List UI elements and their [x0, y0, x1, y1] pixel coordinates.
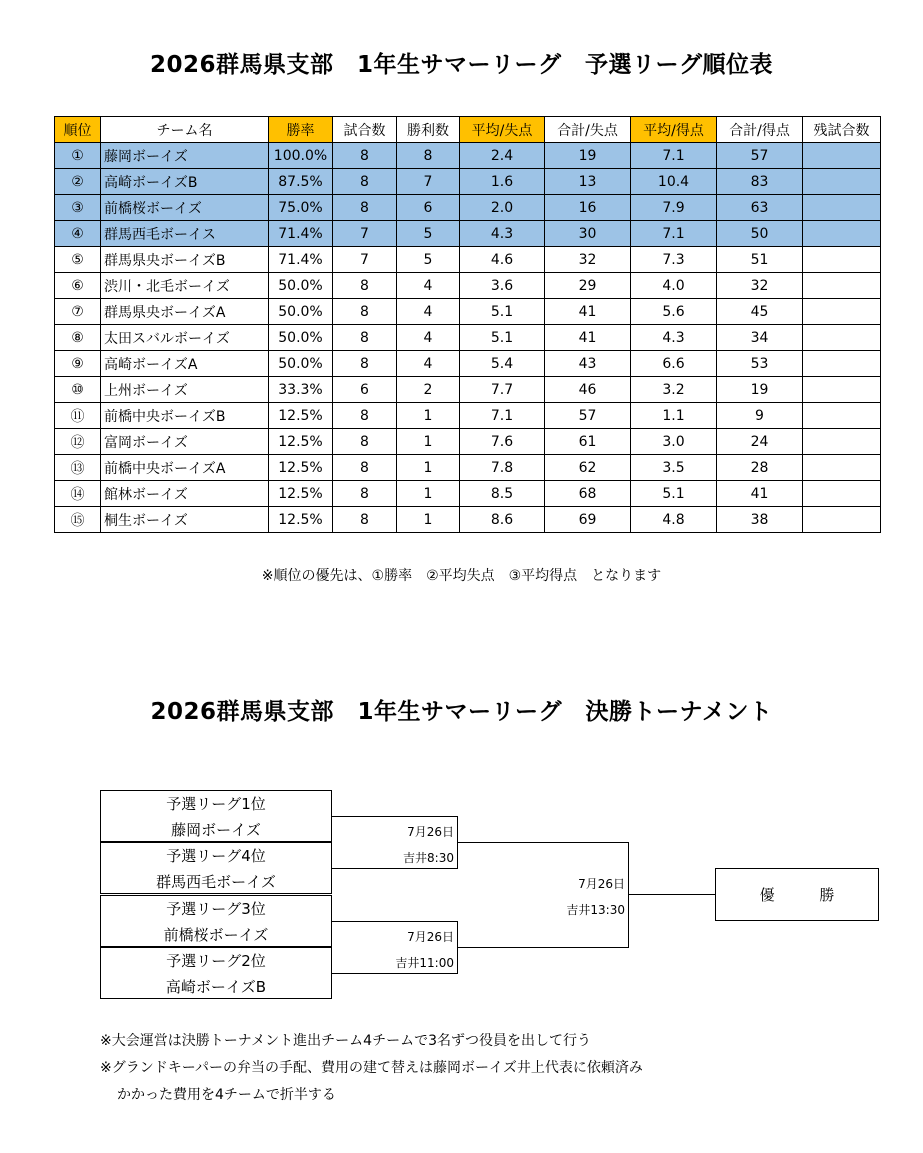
- rate-cell: 50.0%: [269, 351, 333, 377]
- games-cell: 8: [333, 455, 397, 481]
- total-scored-cell: 50: [717, 221, 803, 247]
- bracket-line: [628, 842, 629, 948]
- games-cell: 7: [333, 247, 397, 273]
- games-cell: 8: [333, 195, 397, 221]
- total-scored-cell: 53: [717, 351, 803, 377]
- rate-cell: 87.5%: [269, 169, 333, 195]
- rank-cell: ⑪: [55, 403, 101, 429]
- wins-cell: 1: [397, 481, 460, 507]
- rank-cell: ③: [55, 195, 101, 221]
- total-scored-cell: 45: [717, 299, 803, 325]
- bracket-slot-2: [100, 842, 332, 894]
- header-total-lost: 合計/失点: [545, 117, 631, 143]
- games-cell: 8: [333, 299, 397, 325]
- total-lost-cell: 30: [545, 221, 631, 247]
- final-time: 吉井13:30: [566, 903, 625, 917]
- team-cell: 群馬県央ボーイズA: [101, 299, 269, 325]
- league-title: 2026群馬県支部 1年生サマーリーグ 予選リーグ順位表: [149, 52, 774, 78]
- wins-cell: 1: [397, 403, 460, 429]
- avg-scored-cell: 1.1: [631, 403, 717, 429]
- rank-cell: ⑭: [55, 481, 101, 507]
- total-lost-cell: 32: [545, 247, 631, 273]
- rate-cell: 12.5%: [269, 507, 333, 533]
- avg-scored-cell: 7.1: [631, 221, 717, 247]
- total-scored-cell: 63: [717, 195, 803, 221]
- semifinal-2-date: 7月26日: [407, 930, 454, 944]
- total-scored-cell: 32: [717, 273, 803, 299]
- avg-lost-cell: 2.4: [460, 143, 545, 169]
- rank-cell: ⑩: [55, 377, 101, 403]
- note-line: ※グランドキーパーの弁当の手配、費用の建て替えは藤岡ボーイズ井上代表に依頼済み: [100, 1060, 643, 1076]
- team-cell: 前橋中央ボーイズA: [101, 455, 269, 481]
- team-cell: 館林ボーイズ: [101, 481, 269, 507]
- team-cell: 高崎ボーイズB: [101, 169, 269, 195]
- avg-lost-cell: 8.5: [460, 481, 545, 507]
- avg-lost-cell: 3.6: [460, 273, 545, 299]
- total-scored-cell: 24: [717, 429, 803, 455]
- rate-cell: 12.5%: [269, 455, 333, 481]
- games-cell: 8: [333, 481, 397, 507]
- avg-lost-cell: 5.4: [460, 351, 545, 377]
- games-cell: 8: [333, 273, 397, 299]
- total-lost-cell: 57: [545, 403, 631, 429]
- wins-cell: 7: [397, 169, 460, 195]
- total-lost-cell: 19: [545, 143, 631, 169]
- rank-cell: ⑨: [55, 351, 101, 377]
- rate-cell: 50.0%: [269, 325, 333, 351]
- rank-cell: ⑫: [55, 429, 101, 455]
- note-line: ※大会運営は決勝トーナメント進出チーム4チームで3名ずつ役員を出して行う: [100, 1033, 591, 1049]
- wins-cell: 1: [397, 507, 460, 533]
- note-line: かかった費用を4チームで折半する: [117, 1087, 336, 1103]
- header-avg-lost: 平均/失点: [460, 117, 545, 143]
- rate-cell: 50.0%: [269, 273, 333, 299]
- avg-scored-cell: 6.6: [631, 351, 717, 377]
- rate-cell: 71.4%: [269, 221, 333, 247]
- wins-cell: 4: [397, 273, 460, 299]
- team-cell: 高崎ボーイズA: [101, 351, 269, 377]
- header-avg-scored: 平均/得点: [631, 117, 717, 143]
- avg-lost-cell: 1.6: [460, 169, 545, 195]
- total-lost-cell: 46: [545, 377, 631, 403]
- team-cell: 上州ボーイズ: [101, 377, 269, 403]
- rank-cell: ⑧: [55, 325, 101, 351]
- avg-lost-cell: 7.7: [460, 377, 545, 403]
- slot-team: 藤岡ボーイズ: [171, 821, 261, 839]
- avg-lost-cell: 7.6: [460, 429, 545, 455]
- games-cell: 8: [333, 403, 397, 429]
- bracket-line: [457, 947, 629, 948]
- avg-lost-cell: 7.8: [460, 455, 545, 481]
- bracket-line: [332, 816, 458, 817]
- slot-team: 高崎ボーイズB: [165, 978, 267, 996]
- games-cell: 8: [333, 351, 397, 377]
- bracket-slot-4: [100, 947, 332, 999]
- bracket-slot-1: [100, 790, 332, 842]
- rank-cell: ⑦: [55, 299, 101, 325]
- games-cell: 8: [333, 325, 397, 351]
- rank-cell: ⑬: [55, 455, 101, 481]
- avg-scored-cell: 5.1: [631, 481, 717, 507]
- total-lost-cell: 29: [545, 273, 631, 299]
- bracket-line: [332, 868, 458, 869]
- total-lost-cell: 43: [545, 351, 631, 377]
- avg-scored-cell: 7.1: [631, 143, 717, 169]
- team-cell: 前橋桜ボーイズ: [101, 195, 269, 221]
- final-date: 7月26日: [578, 877, 625, 891]
- rank-cell: ⑤: [55, 247, 101, 273]
- rate-cell: 12.5%: [269, 429, 333, 455]
- wins-cell: 1: [397, 455, 460, 481]
- wins-cell: 2: [397, 377, 460, 403]
- header-remaining: 残試合数: [803, 117, 881, 143]
- total-lost-cell: 62: [545, 455, 631, 481]
- total-scored-cell: 19: [717, 377, 803, 403]
- games-cell: 7: [333, 221, 397, 247]
- total-lost-cell: 16: [545, 195, 631, 221]
- avg-scored-cell: 10.4: [631, 169, 717, 195]
- slot-seed: 予選リーグ2位: [166, 952, 266, 970]
- team-cell: 太田スバルボーイズ: [101, 325, 269, 351]
- rate-cell: 50.0%: [269, 299, 333, 325]
- total-lost-cell: 68: [545, 481, 631, 507]
- bracket-line: [332, 921, 458, 922]
- wins-cell: 4: [397, 351, 460, 377]
- slot-seed: 予選リーグ4位: [166, 847, 266, 865]
- games-cell: 6: [333, 377, 397, 403]
- bracket-line: [628, 894, 715, 895]
- tournament-notes: [100, 1028, 643, 1109]
- winner-box: [715, 868, 879, 921]
- semifinal-1-date: 7月26日: [407, 825, 454, 839]
- header-team: チーム名: [101, 117, 269, 143]
- avg-scored-cell: 3.5: [631, 455, 717, 481]
- team-cell: 群馬西毛ボーイス: [101, 221, 269, 247]
- games-cell: 8: [333, 507, 397, 533]
- avg-lost-cell: 5.1: [460, 325, 545, 351]
- wins-cell: 5: [397, 221, 460, 247]
- bracket-line: [457, 842, 629, 843]
- rank-cell: ④: [55, 221, 101, 247]
- semifinal-1-time: 吉井8:30: [403, 851, 454, 865]
- avg-scored-cell: 7.9: [631, 195, 717, 221]
- total-lost-cell: 61: [545, 429, 631, 455]
- avg-lost-cell: 4.6: [460, 247, 545, 273]
- total-lost-cell: 69: [545, 507, 631, 533]
- total-scored-cell: 41: [717, 481, 803, 507]
- bracket-slot-3: [100, 895, 332, 947]
- header-rate: 勝率: [269, 117, 333, 143]
- total-lost-cell: 13: [545, 169, 631, 195]
- bracket-line: [332, 973, 458, 974]
- slot-seed: 予選リーグ3位: [166, 900, 266, 918]
- total-scored-cell: 83: [717, 169, 803, 195]
- total-scored-cell: 51: [717, 247, 803, 273]
- team-cell: 群馬県央ボーイズB: [101, 247, 269, 273]
- wins-cell: 8: [397, 143, 460, 169]
- slot-seed: 予選リーグ1位: [166, 795, 266, 813]
- semifinal-2-time: 吉井11:00: [395, 956, 454, 970]
- tournament-title: 2026群馬県支部 1年生サマーリーグ 決勝トーナメント: [150, 699, 773, 725]
- wins-cell: 1: [397, 429, 460, 455]
- slot-team: 群馬西毛ボーイズ: [156, 873, 276, 891]
- games-cell: 8: [333, 143, 397, 169]
- team-cell: 桐生ボーイズ: [101, 507, 269, 533]
- avg-lost-cell: 5.1: [460, 299, 545, 325]
- rate-cell: 12.5%: [269, 403, 333, 429]
- rank-cell: ⑮: [55, 507, 101, 533]
- header-wins: 勝利数: [397, 117, 460, 143]
- rate-cell: 100.0%: [269, 143, 333, 169]
- avg-scored-cell: 3.0: [631, 429, 717, 455]
- wins-cell: 5: [397, 247, 460, 273]
- rate-cell: 75.0%: [269, 195, 333, 221]
- avg-scored-cell: 3.2: [631, 377, 717, 403]
- games-cell: 8: [333, 169, 397, 195]
- team-cell: 藤岡ボーイズ: [101, 143, 269, 169]
- avg-lost-cell: 8.6: [460, 507, 545, 533]
- wins-cell: 4: [397, 325, 460, 351]
- header-games: 試合数: [333, 117, 397, 143]
- avg-scored-cell: 4.0: [631, 273, 717, 299]
- total-scored-cell: 34: [717, 325, 803, 351]
- avg-lost-cell: 7.1: [460, 403, 545, 429]
- total-scored-cell: 38: [717, 507, 803, 533]
- team-cell: 富岡ボーイズ: [101, 429, 269, 455]
- rank-cell: ①: [55, 143, 101, 169]
- avg-lost-cell: 2.0: [460, 195, 545, 221]
- total-lost-cell: 41: [545, 325, 631, 351]
- header-total-scored: 合計/得点: [717, 117, 803, 143]
- ranking-note: ※順位の優先は、①勝率 ②平均失点 ③平均得点 となります: [261, 568, 662, 584]
- games-cell: 8: [333, 429, 397, 455]
- slot-team: 前橋桜ボーイズ: [163, 926, 269, 944]
- rank-cell: ②: [55, 169, 101, 195]
- avg-scored-cell: 7.3: [631, 247, 717, 273]
- rate-cell: 12.5%: [269, 481, 333, 507]
- header-rank: 順位: [55, 117, 101, 143]
- team-cell: 前橋中央ボーイズB: [101, 403, 269, 429]
- total-scored-cell: 57: [717, 143, 803, 169]
- wins-cell: 4: [397, 299, 460, 325]
- winner-label: 優 勝: [759, 886, 835, 904]
- team-cell: 渋川・北毛ボーイズ: [101, 273, 269, 299]
- rate-cell: 33.3%: [269, 377, 333, 403]
- wins-cell: 6: [397, 195, 460, 221]
- rate-cell: 71.4%: [269, 247, 333, 273]
- total-scored-cell: 28: [717, 455, 803, 481]
- avg-lost-cell: 4.3: [460, 221, 545, 247]
- total-scored-cell: 9: [717, 403, 803, 429]
- avg-scored-cell: 4.3: [631, 325, 717, 351]
- total-lost-cell: 41: [545, 299, 631, 325]
- rank-cell: ⑥: [55, 273, 101, 299]
- avg-scored-cell: 4.8: [631, 507, 717, 533]
- avg-scored-cell: 5.6: [631, 299, 717, 325]
